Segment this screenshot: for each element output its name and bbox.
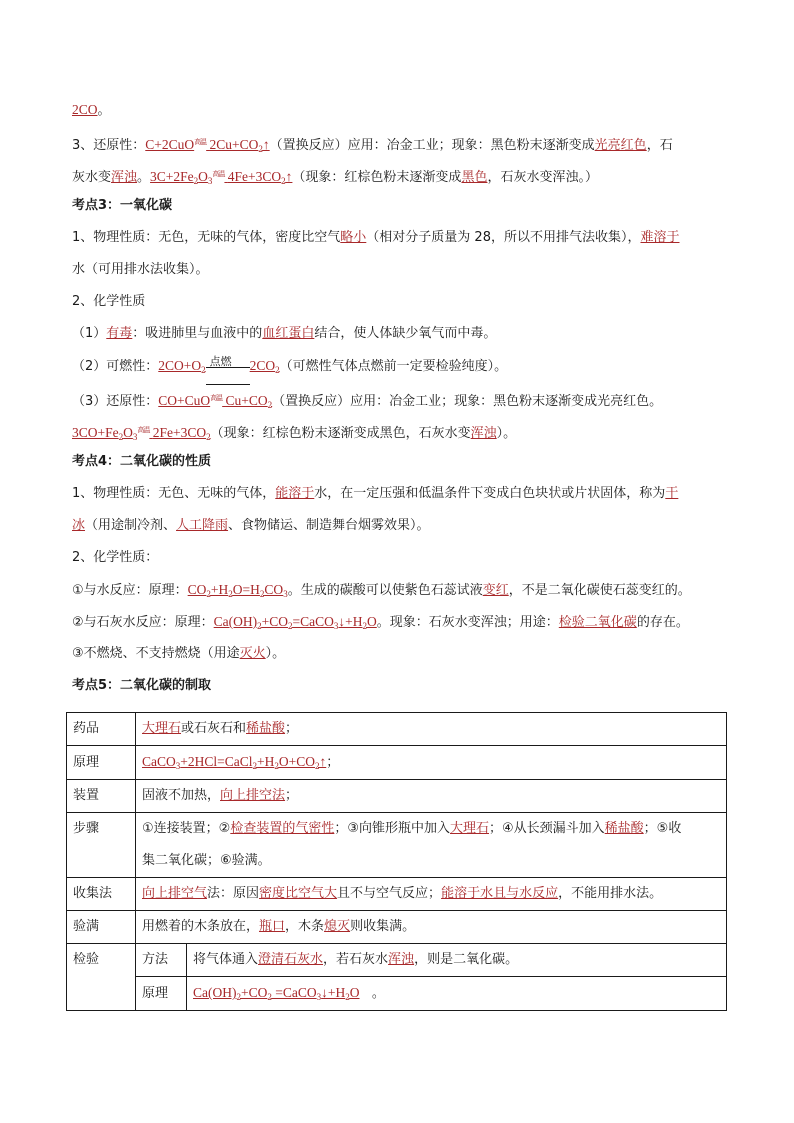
row-header: 装置 (67, 780, 136, 813)
text-line: （1）有毒：吸进肺里与血液中的血红蛋白结合，使人体缺少氧气而中毒。 (72, 326, 497, 341)
table-cell: 将气体通入澄清石灰水，若石灰水浑浊，则是二氧化碳。 (187, 944, 727, 977)
text-line: ③不燃烧、不支持燃烧（用途灭火）。 (72, 646, 286, 661)
section-heading: 考点4：二氧化碳的性质 (72, 454, 212, 469)
equation: $CO_2+H_2O=H_2CO_3$ (187, 582, 288, 599)
text-line: ①与水反应：原理：$CO_2+H_2O=H_2CO_3$。生成的碳酸可以使紫色石蕊试液变红，不是二氧化碳使石蕊变红的。 (72, 582, 691, 599)
equation: $3CO+Fe_2O_3$高温 $2Fe+3CO_2$ (72, 425, 211, 442)
text-line: 水（可用排水法收集）。 (72, 262, 209, 277)
keyword: 变红 (482, 583, 509, 598)
equation: $2CO+O_2$ 点燃 $2CO_2$ (158, 358, 279, 373)
keyword: 浑浊 (111, 170, 138, 185)
row-header: 收集法 (67, 878, 136, 911)
text-line: 1、物理性质：无色，无味的气体，密度比空气略小（相对分子质量为 28，所以不用排气法收集），难溶于 (72, 230, 680, 245)
row-header: 验满 (67, 911, 136, 944)
text-line: 灰水变浑浊。$3C+2Fe_2O_3$高温 $4Fe+3CO_2↑$（现象：红棕色粉末逐渐变成黑色，石灰水变浑浊。） (72, 169, 598, 186)
row-header: 药品 (67, 713, 136, 746)
text-line: （3）还原性：CO+CuO高温 $Cu+CO_2$（置换反应）应用：冶金工业；现象：黑色粉末逐渐变成光亮红色。 (72, 393, 663, 410)
keyword: 光亮红色 (594, 138, 647, 153)
table-row (67, 944, 727, 977)
text-line: （2）可燃性：$2CO+O_2$ 点燃 $2CO_2$（可燃性气体点燃前一定要检验纯度）。 (72, 350, 724, 382)
equation: CO+CuO高温 $Cu+CO_2$ (158, 393, 273, 410)
equation: $3C+2Fe_2O_3$高温 $4Fe+3CO_2↑$ (150, 169, 293, 186)
table-cell: 大理石或石灰石和稀盐酸； (136, 713, 727, 746)
table-cell: $Ca(OH)_2+CO_2$ $=CaCO_3↓+H_2O$ 。 (187, 977, 727, 1011)
text-line: 3、还原性：C+2CuO高温 $2Cu+CO_2↑$（置换反应）应用：冶金工业；现象：黑色粉末逐渐变成光亮红色，石 (72, 137, 673, 154)
keyword: 干 (665, 486, 679, 501)
document-body (72, 94, 724, 702)
row-header: 原理 (67, 746, 136, 780)
row-header: 步骤 (67, 813, 136, 878)
table-cell: ①连接装置；②检查装置的气密性；③向锥形瓶中加入大理石；④从长颈漏斗加入稀盐酸；⑤收 集二氧化碳；⑥验满。 (136, 813, 727, 878)
text-line: 1、物理性质：无色、无味的气体，能溶于水，在一定压强和低温条件下变成白色块状或片状固体，称为干 (72, 486, 679, 501)
keyword: 血红蛋白 (262, 326, 315, 341)
text-line: 2CO。 (72, 102, 111, 118)
keyword: 冰 (72, 518, 86, 533)
equation: $Ca(OH)_2+CO_2$ $=CaCO_3↓+H_2O$ (193, 985, 360, 1002)
table-row (67, 813, 727, 878)
reaction-condition: 点燃 (206, 360, 250, 374)
table-row (67, 780, 727, 813)
table-cell: 向上排空气法：原因密度比空气大且不与空气反应；能溶于水且与水反应，不能用排水法。 (136, 878, 727, 911)
equation: $CaCO_3+2HCl=CaCl_2+H_2O+CO_2↑$ (142, 754, 327, 771)
table-row (67, 713, 727, 746)
table-cell: $CaCO_3+2HCl=CaCl_2+H_2O+CO_2↑$； (136, 746, 727, 780)
sub-header: 方法 (136, 944, 187, 977)
keyword: 人工降雨 (176, 518, 229, 533)
table-row (67, 878, 727, 911)
equation: C+2CuO高温 $2Cu+CO_2↑$ (145, 137, 270, 154)
text-line: 冰（用途制冷剂、人工降雨、食物储运、制造舞台烟雾效果）。 (72, 518, 430, 533)
table-cell: 用燃着的木条放在，瓶口，木条熄灭则收集满。 (136, 911, 727, 944)
table-row (67, 977, 727, 1011)
table-cell: 固液不加热，向上排空法； (136, 780, 727, 813)
text-line: 2、化学性质： (72, 550, 159, 565)
row-header: 检验 (67, 944, 136, 1011)
keyword: 略小 (340, 230, 367, 245)
table-row (67, 746, 727, 780)
equation: 2CO (72, 102, 98, 117)
co2-preparation-table (66, 712, 727, 1011)
sub-header: 原理 (136, 977, 187, 1011)
equation: $Ca(OH)_2+CO_2=CaCO_3↓+H_2O$ (213, 614, 377, 631)
section-heading: 考点3：一氧化碳 (72, 198, 173, 213)
keyword: 浑浊 (470, 426, 497, 441)
text-line: ②与石灰水反应：原理：$Ca(OH)_2+CO_2=CaCO_3↓+H_2O$。现象：石灰水变浑浊；用途：检验二氧化碳的存在。 (72, 614, 689, 631)
keyword: 难溶于 (640, 230, 680, 245)
text-line: 2、化学性质 (72, 294, 146, 309)
text-line: $3CO+Fe_2O_3$高温 $2Fe+3CO_2$（现象：红棕色粉末逐渐变成黑色，石灰水变浑浊）。 (72, 425, 517, 442)
keyword: 有毒 (106, 326, 133, 341)
table-row (67, 911, 727, 944)
keyword: 黑色 (461, 170, 488, 185)
keyword: 能溶于 (275, 486, 315, 501)
keyword: 灭火 (239, 646, 266, 661)
keyword: 检验二氧化碳 (558, 615, 637, 630)
section-heading: 考点5：二氧化碳的制取 (72, 678, 212, 693)
